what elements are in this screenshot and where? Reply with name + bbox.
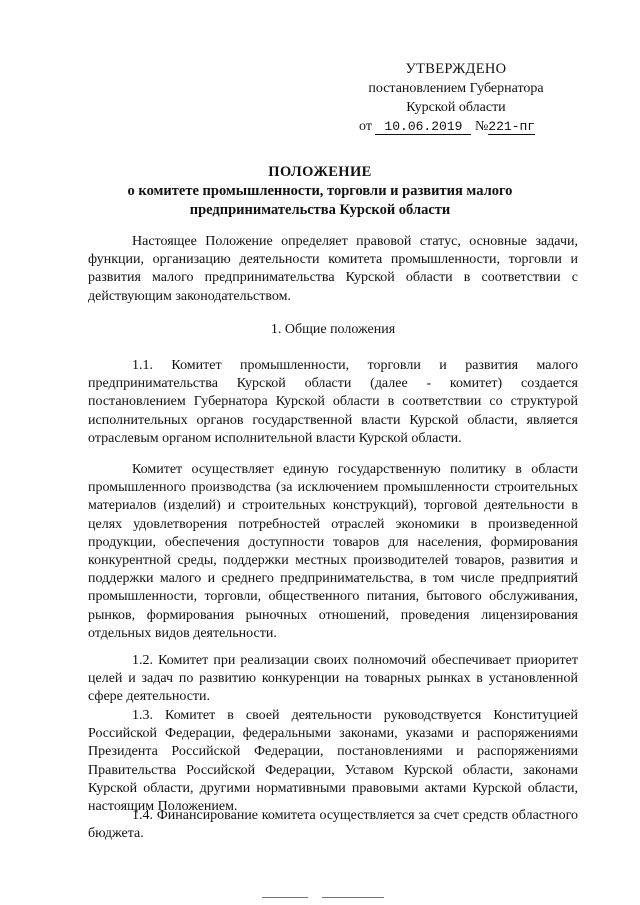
number-prefix: №	[474, 119, 489, 134]
paragraph-1-3: 1.3. Комитет в своей деятельности руководствуется Конституцией Российской Федерации, федеральными законами, указами и распоряжениями Президента Российской Федерации, постановлениями и распоряжениями Правительства Российской Федерации, Уставом Курской области, законами Курской области, другими нормативными правовыми актами Курской области, настоящим Положением.	[88, 708, 578, 815]
approval-date: 10.06.2019	[375, 119, 471, 135]
approval-stamp	[356, 60, 556, 136]
scan-artifact-line	[322, 897, 384, 898]
document-title	[80, 163, 560, 220]
approval-heading: УТВЕРЖДЕНО	[405, 61, 507, 77]
approval-line-2: Курской области	[406, 100, 506, 115]
approval-number: 221-пг	[488, 119, 536, 134]
paragraph-1-1-cont: Комитет осуществляет единую государственную политику в области промышленного производства (за исключением промышленности строительных материалов (изделий) и строительных конструкций), торговой деятельности в целях удовлетворения потребностей отраслей экономики в произведенной продукции, обеспечения доступности товаров для населения, формирования конкурентной среды, поддержки местных производителей товаров, развития и поддержки малого и среднего предпринимательства, в том числе предприятий промышленности, торговли, общественного питания, бытового обслуживания, рынков, формирования рыночных отношений, проведения лицензирования отдельных видов деятельности.	[88, 462, 578, 641]
approval-line-1: постановлением Губернатора	[368, 81, 544, 96]
section-1-heading: 1. Общие положения	[270, 322, 396, 337]
approval-date-line	[356, 117, 556, 136]
title-line-3: предпринимательства Курской области	[189, 202, 451, 218]
scan-artifact-line	[262, 897, 308, 898]
title-line-2: о комитете промышленности, торговли и развития малого	[127, 183, 513, 199]
title-line-1: ПОЛОЖЕНИЕ	[268, 164, 372, 180]
paragraph-1-1: 1.1. Комитет промышленности, торговли и развития малого предпринимательства Курской области (далее - комитет) создается постановлением Губернатора Курской области в соответствии со структурой исполнительных органов государственной власти Курской области, является отраслевым органом исполнительной власти Курской области.	[88, 358, 578, 446]
paragraph-1-4: 1.4. Финансирование комитета осуществляется за счет средств областного бюджета.	[88, 808, 578, 842]
date-prefix: от	[359, 119, 372, 134]
paragraph-1-2: 1.2. Комитет при реализации своих полномочий обеспечивает приоритет целей и задач по развитию конкуренции на товарных рынках в установленной сфере деятельности.	[88, 653, 578, 705]
intro-paragraph: Настоящее Положение определяет правовой статус, основные задачи, функции, организацию деятельности комитета промышленности, торговли и развития малого предпринимательства Курской области в соответствии с действующим законодательством.	[88, 234, 578, 304]
